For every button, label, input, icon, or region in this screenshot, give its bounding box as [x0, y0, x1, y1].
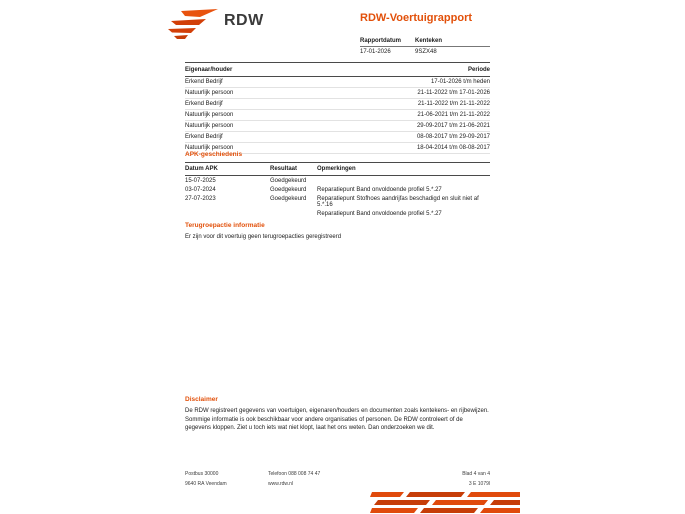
apk-result-col-header: Resultaat [270, 166, 298, 172]
apk-result [270, 211, 317, 217]
recall-text: Er zijn voor dit voertuig geen terugroepacties geregistreerd [185, 234, 342, 240]
apk-result: Goedgekeurd [270, 186, 307, 193]
owner-row [185, 121, 490, 132]
owner-type: Natuurlijk persoon [185, 112, 234, 118]
owner-row [185, 110, 490, 121]
recall-section-title: Terugroepactie informatie [185, 222, 265, 229]
owner-row [185, 88, 490, 99]
apk-row [185, 194, 490, 209]
apk-date: 15-07-2025 [185, 177, 216, 184]
report-date-label: Rapportdatum [360, 38, 401, 44]
owner-period: 21-11-2022 t/m 21-11-2022 [417, 101, 490, 107]
owner-row [185, 132, 490, 143]
rdw-logo [167, 9, 264, 43]
apk-remark: Reparatiepunt Stofhoes aandrijfas beschadigd en sluit niet af 5.*.16 [317, 195, 479, 208]
license-label: Kenteken [415, 38, 443, 44]
report-meta [360, 38, 490, 55]
owner-row [185, 99, 490, 110]
apk-table-header [185, 162, 490, 176]
footer-postbox: Postbus 30000 [185, 471, 219, 477]
rdw-logo-text: RDW [224, 12, 264, 29]
owner-period: 21-06-2021 t/m 21-11-2022 [417, 112, 490, 118]
owner-period: 29-09-2017 t/m 21-06-2021 [416, 123, 490, 129]
footer-city: 9640 RA Veendam [185, 481, 227, 487]
owner-type: Erkend Bedrijf [185, 101, 223, 107]
owner-type: Erkend Bedrijf [185, 79, 223, 85]
owner-period: 21-11-2022 t/m 17-01-2026 [417, 90, 490, 96]
owner-row [185, 77, 490, 88]
apk-remark: Reparatiepunt Band onvoldoende profiel 5.*.27 [317, 210, 442, 217]
apk-table [185, 162, 490, 218]
apk-date-col-header: Datum APK [185, 166, 218, 172]
report-meta-values [360, 47, 490, 55]
rdw-swoosh-icon [167, 9, 219, 43]
apk-remark: Reparatiepunt Band onvoldoende profiel 5.*.27 [317, 186, 442, 193]
footer-doc-code: 3 E 1079l [468, 481, 490, 487]
apk-remark [317, 178, 490, 184]
period-col-header: Periode [467, 67, 490, 73]
owner-type: Natuurlijk persoon [185, 123, 234, 129]
footer-page-info [420, 469, 490, 489]
apk-section-title: APK-geschiedenis [185, 151, 243, 158]
owner-col-header: Eigenaar/houder [185, 67, 233, 73]
footer-page-number: Blad 4 van 4 [462, 471, 490, 477]
apk-result: Goedgekeurd [270, 177, 307, 184]
owner-period: 18-04-2014 t/m 08-08-2017 [416, 145, 490, 151]
footer-phone: Telefoon 088 008 74 47 [268, 471, 321, 477]
apk-row-continuation [185, 209, 490, 218]
apk-row [185, 185, 490, 194]
rdw-pattern-graphic [370, 492, 520, 514]
report-title: RDW-Voertuigrapport [360, 12, 473, 24]
owner-type: Natuurlijk persoon [185, 145, 234, 151]
owner-table [185, 62, 490, 154]
owner-period: 08-08-2017 t/m 29-09-2017 [416, 134, 490, 140]
footer-address [185, 469, 227, 489]
apk-remarks-col-header: Opmerkingen [317, 166, 356, 172]
apk-date: 27-07-2023 [185, 195, 216, 202]
disclaimer-section-title: Disclaimer [185, 396, 218, 403]
footer-contact [268, 469, 320, 489]
owner-type: Erkend Bedrijf [185, 134, 223, 140]
footer-website: www.rdw.nl [268, 481, 294, 487]
disclaimer-text: De RDW registreert gegevens van voertuigen, eigenaren/houders en documenten zoals kentekens- en rijbewijzen. Sommige informatie is ook beschikbaar voor andere organisaties of personen. De RDW controleert of de gegevens kloppen. Ziet u toch iets wat niet klopt, laat het ons weten. Dan onderzoeken we dit. [185, 408, 489, 431]
apk-result: Goedgekeurd [270, 195, 307, 202]
apk-date: 03-07-2024 [185, 186, 216, 193]
owner-table-header [185, 62, 490, 77]
apk-date [185, 211, 270, 217]
apk-row [185, 176, 490, 185]
owner-period: 17-01-2026 t/m heden [430, 79, 490, 85]
report-date-value: 17-01-2026 [360, 49, 391, 55]
report-meta-labels [360, 38, 490, 47]
license-value: 9SZX48 [415, 49, 437, 55]
owner-type: Natuurlijk persoon [185, 90, 234, 96]
